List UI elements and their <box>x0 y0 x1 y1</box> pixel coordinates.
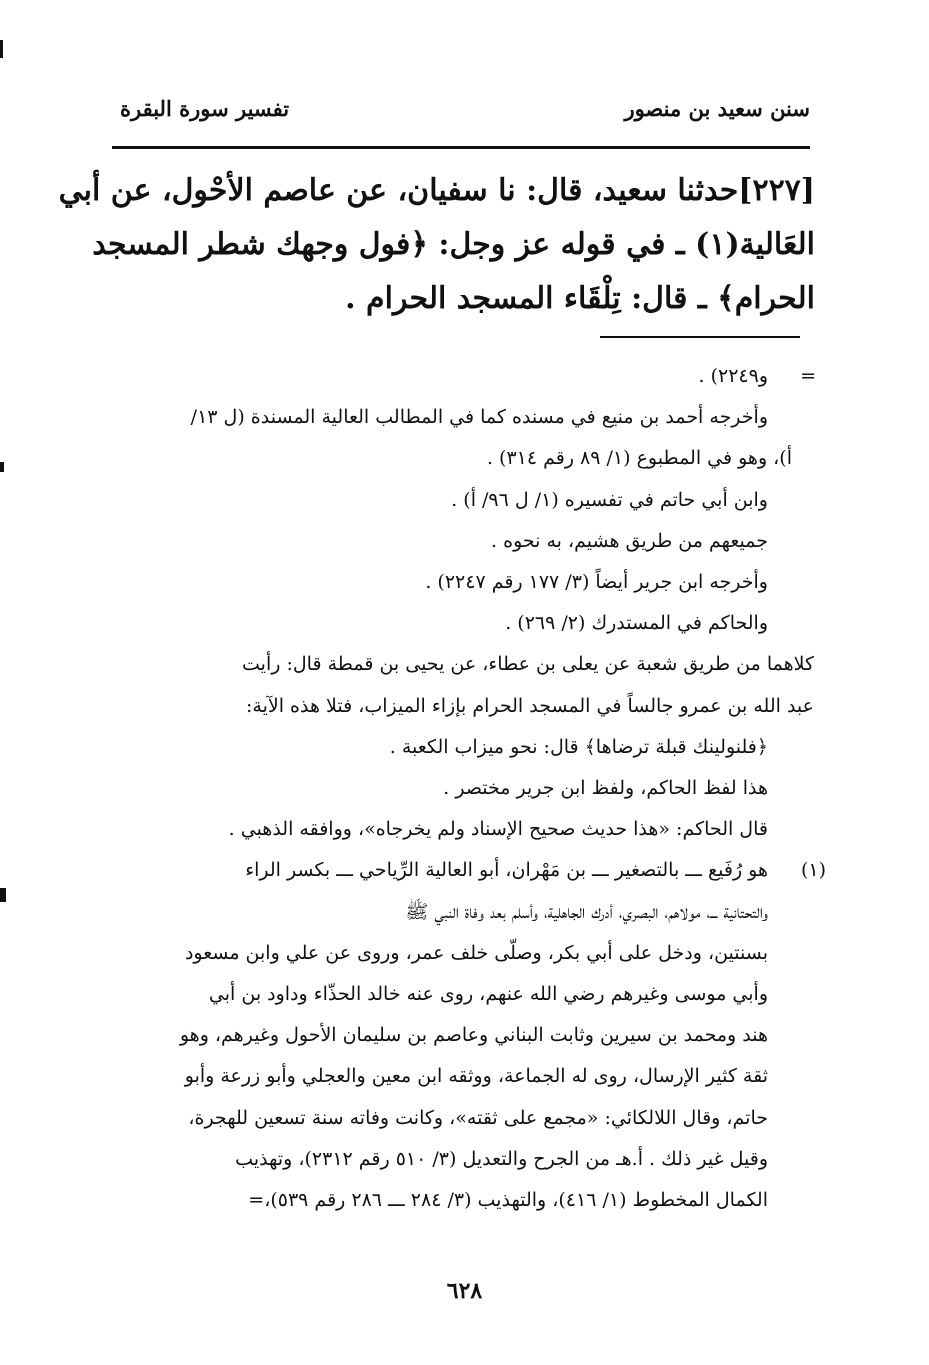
note-line: وابن أبي حاتم في تفسيره (١/ ل ٩٦/ أ) . <box>451 488 768 511</box>
footnote-marker: (١) <box>800 859 826 882</box>
footnote-line: هو رُفَيع ـــ بالتصغير ـــ بن مَهْران، أبو العالية الرِّياحي ـــ بكسر الراء <box>245 859 768 882</box>
note-line: قال الحاكم: «هذا حديث صحيح الإسناد ولم يخرجاه»، ووافقه الذهبي . <box>228 818 768 841</box>
hadith-line-3: الحرام﴾ ـ قال: تِلْقَاء المسجد الحرام . <box>345 281 815 316</box>
section-title: تفسير سورة البقرة <box>120 96 290 121</box>
footnote-line: وقيل غير ذلك . أ.هـ من الجرح والتعديل (٣/ ٥١٠ رقم ٢٣١٢)، وتهذيب <box>235 1147 768 1170</box>
footnote-separator <box>600 336 800 338</box>
page-number: ٦٢٨ <box>446 1278 483 1304</box>
footnote-line: هند ومحمد بن سيرين وثابت البناني وعاصم بن سليمان الأحول وغيرهم، وهو <box>179 1024 768 1047</box>
note-line: جميعهم من طريق هشيم، به نحوه . <box>491 529 768 552</box>
footnote-line: بسنتين، ودخل على أبي بكر، وصلّى خلف عمر، وروى عن علي وابن مسعود <box>184 941 768 964</box>
book-title: سنن سعيد بن منصور <box>624 96 810 121</box>
footnote-line: الكمال المخطوط (١/ ٤١٦)، والتهذيب (٣/ ٢٨٤ ـــ ٢٨٦ رقم ٥٣٩)،= <box>248 1189 768 1212</box>
continued-note <box>108 356 814 850</box>
hadith-text <box>58 164 815 326</box>
note-line: عبد الله بن عمرو جالساً في المسجد الحرام بإزاء الميزاب، فتلا هذه الآية: <box>246 694 814 717</box>
hadith-line-2: العَالية(١) ـ في قوله عز وجل: ﴿فول وجهك شطر المسجد <box>92 227 815 262</box>
footnotes <box>108 356 826 1221</box>
footnote-1 <box>108 850 826 1221</box>
continuation-mark: = <box>800 365 816 387</box>
running-header <box>110 96 810 132</box>
note-line: كلاهما من طريق شعبة عن يعلى بن عطاء، عن يحيى بن قمطة قال: رأيت <box>242 653 814 676</box>
note-line: هذا لفظ الحاكم، ولفظ ابن جرير مختصر . <box>443 777 768 800</box>
scan-edge-mark-top <box>0 40 3 58</box>
header-rule <box>112 146 810 149</box>
footnote-line: ثقة كثير الإرسال، روى له الجماعة، ووثقه ابن معين والعجلي وأبو زرعة وأبو <box>184 1065 768 1088</box>
note-line: و٢٢٤٩) . <box>698 365 768 387</box>
hadith-line-1 <box>58 164 815 218</box>
note-line: وأخرجه ابن جرير أيضاً (٣/ ١٧٧ رقم ٢٢٤٧) . <box>425 571 768 594</box>
note-line: والحاكم في المستدرك (٢/ ٢٦٩) . <box>505 612 768 635</box>
hadith-number: [٢٢٧] <box>738 173 815 208</box>
note-line: أ)، وهو في المطبوع (١/ ٨٩ رقم ٣١٤) . <box>486 447 792 470</box>
footnote-line: وأبي موسى وغيرهم رضي الله عنهم، روى عنه خالد الحذّاء وداود بن أبي <box>208 983 768 1006</box>
hadith-line-1-text: حدثنا سعيد، قال: نا سفيان، عن عاصم الأحْول، عن أبي <box>58 173 739 208</box>
note-line: ﴿فلنولينك قبلة ترضاها﴾ قال: نحو ميزاب الكعبة . <box>389 735 768 758</box>
note-line: وأخرجه أحمد بن منيع في مسنده كما في المطالب العالية المسندة (ل ١٣/ <box>190 406 768 429</box>
footnote-line: حاتم، وقال اللالكائي: «مجمع على ثقته»، وكانت وفاته سنة تسعين للهجرة، <box>188 1106 768 1129</box>
footnote-line: والتحتانية ـــ، مولاهم، البصري، أدرك الجاهلية، وأسلم بعد وفاة النبي ﷺ <box>405 900 768 923</box>
scan-edge-mark-lower <box>0 888 6 902</box>
scan-edge-mark-middle <box>0 462 4 472</box>
